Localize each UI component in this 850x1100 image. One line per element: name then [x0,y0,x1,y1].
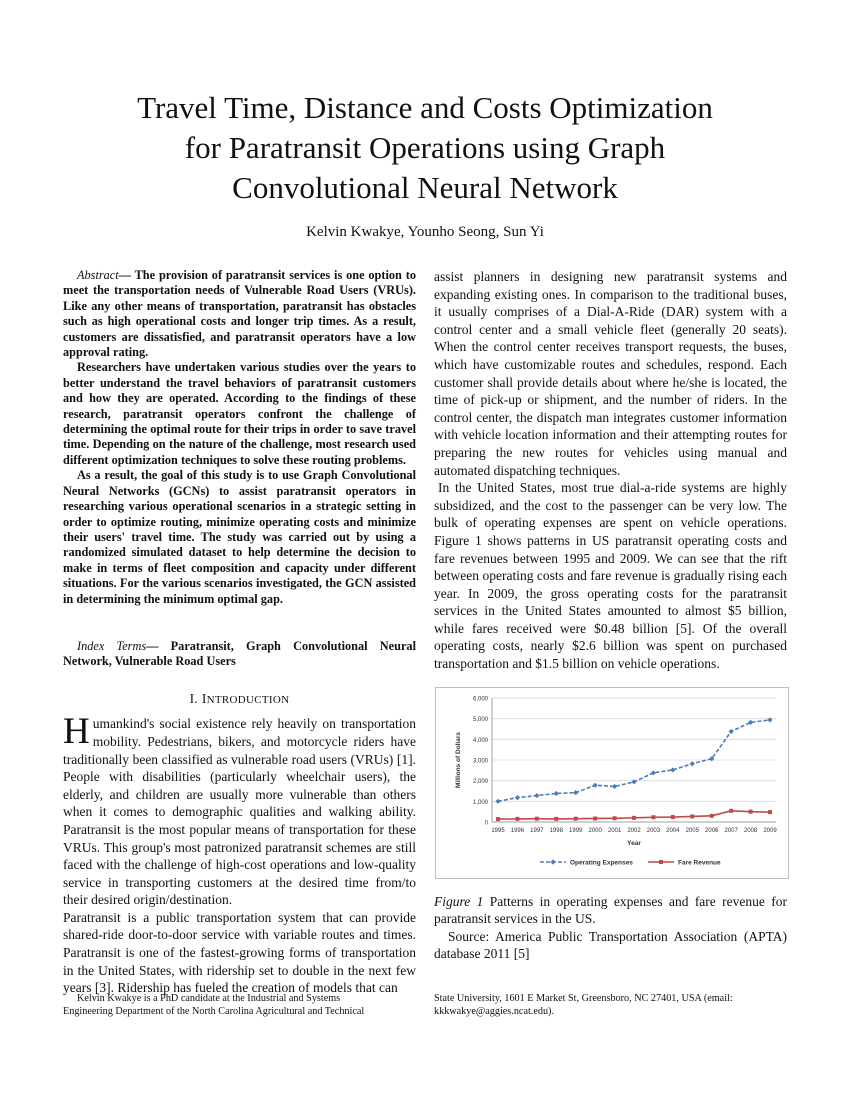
data-point-operating-expenses [651,770,656,775]
abstract-label: Abstract [77,268,119,282]
data-point-fare-revenue [632,816,636,820]
legend-label: Fare Revenue [678,859,721,867]
y-tick-label: 2,000 [472,778,488,785]
index-terms [63,639,416,670]
x-tick-label: 2002 [627,827,641,834]
data-point-fare-revenue [729,808,733,812]
data-point-operating-expenses [767,717,772,722]
section-title-rest: NTRODUCTION [206,693,290,706]
data-point-fare-revenue [690,814,694,818]
data-point-operating-expenses [554,791,559,796]
data-point-fare-revenue [593,816,597,820]
x-tick-label: 2003 [646,827,661,834]
x-tick-label: 1995 [491,827,505,834]
data-point-operating-expenses [690,761,695,766]
footnote-left-line-1: Kelvin Kwakye is a PhD candidate at the Industrial and Systems [77,993,341,1004]
x-tick-label: 2008 [743,827,758,834]
x-tick-label: 1999 [569,827,583,834]
data-point-operating-expenses [515,795,520,800]
body-paragraph-2: In the United States, most true dial-a-ride systems are highly subsidized, and the cost to the passenger can be very low. The bulk of operating expenses are spent on vehicle operations. Figure 1 shows patterns in US paratransit operating costs and fare revenues between 1995 and 2009. We can see that the rift between operating costs and fare revenue is gradually rising each year. In 2009, the gross operating costs for the paratransit services in the United States amounted to almost $5 billion, while fares received were $0.48 billion [5]. Of the overall operating costs, nearly $2.6 billion was spent on purchased transportation and $1.5 billion on vehicle operations. [434,480,787,672]
x-tick-label: 2001 [607,827,622,834]
figure-label: Figure 1 [434,893,484,909]
intro-text-1: umankind's social existence rely heavily on transportation mobility. Pedestrians, bikers, and motorcycle riders have traditionally been classified as vulnerable road users (VRUs) [1]. People with disabilities (particularly wheelchair users), the elderly, and children are usually more vulnerable than others when it comes to demographic qualities and walking ability. Paratransit is the most popular means of transportation for these VRUs. This group's most patronized paratransit schemes are still faced with the challenge of high-cost operations and low-quality service in transporting customers at the desired time from/to their desired origin/destination. [63,716,416,908]
y-tick-label: 0 [484,820,488,827]
y-tick-label: 3,000 [472,758,488,765]
legend-label: Operating Expenses [570,859,633,867]
abstract-dash: — [118,268,135,282]
x-tick-label: 1996 [510,827,525,834]
legend-marker [659,860,663,864]
index-terms-dash: — [146,638,171,653]
footnote-right: State University, 1601 E Market St, Greensboro, NC 27401, USA (email: kkkwakye@aggies.ncat.edu). [434,993,733,1017]
y-axis-title: Millions of Dollars [455,731,462,788]
paper-title [0,88,850,208]
data-point-fare-revenue [613,816,617,820]
data-point-fare-revenue [651,815,655,819]
figure-1-chart [435,687,789,879]
x-tick-label: 2009 [763,827,777,834]
index-terms-text: Paratransit, Graph Convolutional Neural Network, Vulnerable Road Users [63,638,416,669]
y-tick-label: 1,000 [472,799,488,806]
data-point-operating-expenses [593,782,598,787]
section-title-first: I [201,690,207,706]
left-column [63,268,416,997]
abstract-text-1: The provision of paratransit services is one option to meet the transportation needs of Vulnerable Road Users (VRUs). Like any other means of transportation, paratransit has obstacles such as high operational costs and longer trip times. As a result, customers are dissatisfied, and paratransit operators have a low approval rating. [63,268,416,360]
data-point-operating-expenses [573,790,578,795]
legend-marker [550,859,555,864]
body-paragraph-1: assist planners in designing new paratransit systems and expanding existing ones. In comparison to the traditional buses, it usually comprises of a Dial-A-Ride (DAR) system with a control center and a small vehicle fleet (generally 20 seats). When the control center receives transport requests, the buses, which have customizable routes and schedules, respond. Each customer shall provide details about where he/she is located, the time of pick-up or shipment, and the number of riders. In the control center, the dispatch man integrates customer information with vehicle location information and their attempting routes for preparing the new routes for vehicles using manual and automated dispatching techniques. [434,269,787,478]
line-chart [436,688,788,878]
title-line-2: for Paratransit Operations using Graph [184,130,666,165]
section-heading-introduction [63,690,416,710]
x-tick-label: 2007 [724,827,738,834]
x-tick-label: 1998 [549,827,563,834]
footnote-left [63,992,416,1018]
data-point-operating-expenses [631,779,636,784]
data-point-fare-revenue [574,816,578,820]
introduction-body [63,711,416,997]
x-tick-label: 2000 [588,827,602,834]
data-point-fare-revenue [515,817,519,821]
data-point-fare-revenue [535,816,539,820]
abstract [63,268,416,607]
x-tick-label: 2005 [685,827,699,834]
figure-source: Source: America Public Transportation Association (APTA) database 2011 [5] [434,928,787,962]
figure-caption-text: Patterns in operating expenses and fare revenue for paratransit services in the US. [434,893,787,927]
drop-cap: H [63,711,90,753]
right-column [434,268,787,963]
data-point-operating-expenses [670,767,675,772]
data-point-operating-expenses [729,729,734,734]
data-point-fare-revenue [710,813,714,817]
title-line-3: Convolutional Neural Network [232,170,618,205]
figure-caption [434,893,787,928]
abstract-paragraph-2: Researchers have undertaken various studies over the years to better understand the travel behaviors of paratransit customers and how they are operated. According to the findings of these research, paratransit operators confront the challenge of determining the optimal route for their trips in order to save travel time. Depending on the nature of the challenge, most research used different optimization techniques to solve these routing problems. [63,360,416,467]
y-tick-label: 4,000 [472,737,488,744]
data-point-fare-revenue [749,809,753,813]
data-point-fare-revenue [768,810,772,814]
author-list: Kelvin Kwakye, Younho Seong, Sun Yi [306,224,544,240]
index-terms-label: Index Terms [77,638,147,653]
x-axis-title: Year [627,839,641,847]
x-tick-label: 2006 [705,827,719,834]
abstract-paragraph-1 [63,268,416,360]
data-point-operating-expenses [748,719,753,724]
data-point-operating-expenses [495,798,500,803]
title-line-1: Travel Time, Distance and Costs Optimization [137,90,713,125]
data-point-fare-revenue [496,817,500,821]
x-tick-label: 1997 [530,827,544,834]
section-number: I. [189,690,199,706]
data-point-operating-expenses [534,793,539,798]
footnote-left-line-2: Engineering Department of the North Carolina Agricultural and Technical [63,1006,365,1017]
x-tick-label: 2004 [666,827,680,834]
y-tick-label: 5,000 [472,716,488,723]
y-tick-label: 6,000 [472,696,488,703]
abstract-paragraph-3: As a result, the goal of this study is to use Graph Convolutional Neural Networks (GCNs) to assist paratransit operators in researching various operational scenarios in a strategic setting in order to optimize routing, minimize operating costs and minimize their users' travel time. The study was carried out by using a randomized simulated dataset to help determine the decision to make in terms of fleet composition and capacity under different situations. For the various scenarios investigated, the GCN assisted in determining the minimum optimal gap. [63,468,416,606]
intro-paragraph-2: Paratransit is a public transportation system that can provide shared-ride door-to-door service with variable routes and times. Paratransit is one of the fastest-growing forms of transportation in the United States, with ridership set to double in the next few years [3]. Ridership has fueled the creation of models that can [63,909,416,996]
data-point-fare-revenue [671,815,675,819]
data-point-operating-expenses [612,784,617,789]
intro-paragraph-1 [63,711,416,909]
data-point-fare-revenue [554,817,558,821]
